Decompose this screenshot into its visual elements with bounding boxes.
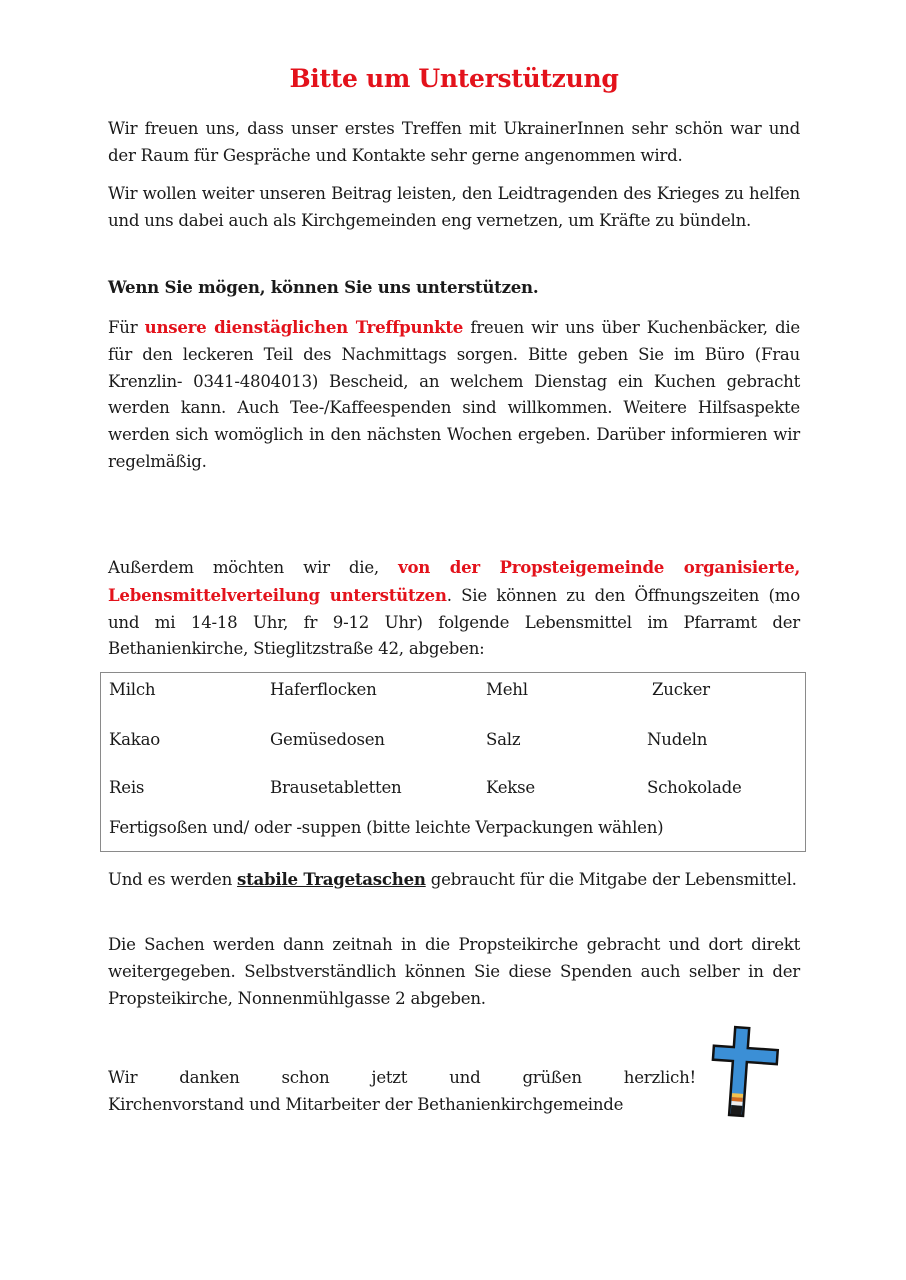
support-heading: Wenn Sie mögen, können Sie uns unterstützen. [108,277,539,297]
food-cell: Kekse [486,778,535,797]
cake-post: freuen wir uns über Kuchenbäcker, die für den leckeren Teil des Nachmittags sorgen. Bitte geben Sie im Büro (Frau Krenzlin- 0341-4804013) Bescheid, an welchem Dienstag ein Kuchen gebracht werden kann. Auch Tee-/Kaffeespenden sind willkommen. Weitere Hilfsaspekte werden sich womöglich in den nächsten Wochen ergeben. Darüber informieren wir regelmäßig. [108,318,800,471]
food-cell: Brausetabletten [270,778,402,797]
bags-highlight: stabile Tragetaschen [237,869,426,889]
food-cell: Gemüsedosen [270,730,385,749]
greeting-signature: Kirchenvorstand und Mitarbeiter der Bethanienkirchgemeinde [108,1094,624,1114]
greeting-word: und [449,1068,481,1087]
closing-greeting [108,1065,696,1119]
greeting-word: Wir [108,1068,138,1087]
goal-paragraph: Wir wollen weiter unseren Beitrag leisten, den Leidtragenden des Krieges zu helfen und uns dabei auch als Kirchgemeinden eng vernetzen, um Kräfte zu bündeln. [108,184,800,230]
church-cross-icon [706,1024,786,1122]
food-post: . Sie können zu den Öffnungszeiten (mo und mi 14-18 Uhr, fr 9-12 Uhr) folgende Lebensmittel im Pfarramt der Bethanienkirche, Stieglitzstraße 42, abgeben: [108,585,801,659]
food-cell: Milch [109,680,156,699]
food-list-table [100,672,806,852]
greeting-word: grüßen [522,1068,582,1087]
page-title: Bitte um Unterstützung [289,64,619,93]
greeting-line-1 [108,1065,696,1092]
food-pre: Außerdem möchten wir die, [108,558,379,577]
food-cell: Mehl [486,680,528,699]
bags-paragraph [108,866,800,894]
bags-pre: Und es werden [108,870,233,889]
greeting-word: danken [179,1068,240,1087]
food-cell: Kakao [109,730,160,749]
bags-post: gebraucht für die Mitgabe der Lebensmittel. [430,870,797,889]
greeting-word: herzlich! [623,1068,696,1087]
delivery-paragraph: Die Sachen werden dann zeitnah in die Propsteikirche gebracht und dort direkt weitergegeben. Selbstverständlich können Sie diese Spenden auch selber in der Propsteikirche, Nonnenmühlgasse 2 abgeben. [108,935,800,1008]
greeting-word: schon [281,1068,330,1087]
food-cell: Schokolade [647,778,742,797]
food-paragraph [108,554,800,663]
meeting-highlight: unsere dienstäglichen Treffpunkte [144,317,464,337]
food-cell: Salz [486,730,521,749]
intro-paragraph: Wir freuen uns, dass unser erstes Treffen mit UkrainerInnen sehr schön war und der Raum für Gespräche und Kontakte sehr gerne angenommen wird. [108,119,800,165]
cake-pre: Für [108,318,138,337]
food-highlight: von der Propsteigemeinde organisierte, Lebensmittelverteilung unterstützen [108,557,800,605]
greeting-word: jetzt [371,1068,408,1087]
food-cell: Haferflocken [270,680,377,699]
cake-paragraph [108,314,800,476]
food-cell: Nudeln [647,730,708,749]
food-table-footer: Fertigsoßen und/ oder -suppen (bitte leichte Verpackungen wählen) [109,818,664,837]
food-cell: Reis [109,778,145,797]
food-cell: Zucker [652,680,710,699]
